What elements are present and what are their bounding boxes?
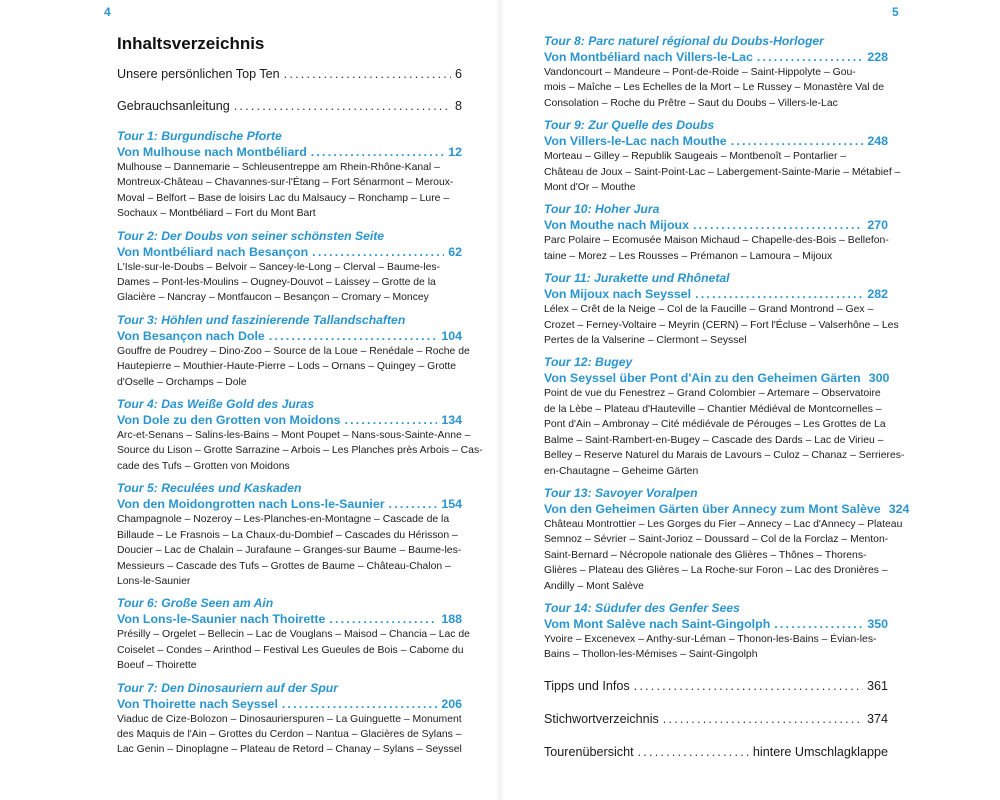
tour-stops-line: Glacière – Nancray – Montfaucon – Besançon – Cromary – Moncey — [117, 292, 429, 304]
dot-leader — [389, 496, 438, 512]
tour-route-label: Von Mulhouse nach Montbéliard — [117, 145, 307, 159]
tour-theme: Savoyer Voralpen — [595, 485, 698, 500]
tour-stops-line: Andilly – Mont Salève — [544, 580, 644, 592]
tour-entry-5[interactable] — [117, 481, 462, 589]
tour-page: 248 — [867, 134, 888, 149]
tour-route-label: Von Mouthe nach Mijoux — [544, 218, 690, 233]
dot-leader — [638, 745, 749, 760]
tour-stops-line: Balme – Saint-Rambert-en-Bugey – Cascade des Dards – Lac de Virieu – — [544, 434, 884, 446]
entry-page: 374 — [866, 711, 888, 726]
tour-stops-line: Mulhouse – Dannemarie – Schleusentreppe am Rhein-Rhône-Kanal – — [117, 162, 440, 173]
tour-route-label: Von Lons-le-Saunier nach Thoirette — [117, 612, 326, 627]
tour-stops-line: Château de Joux – Saint-Point-Lac – Labergement-Sainte-Marie – Métabief – — [544, 166, 901, 178]
tour-stops-line: Lélex – Crêt de la Neige – Col de la Faucille – Grand Montrond – Gex – — [544, 304, 874, 316]
tour-number: Tour 5: — [117, 481, 158, 496]
tour-theme: Bugey — [595, 355, 633, 370]
tour-stops-line: Billaude – Le Frasnois – La Chaux-du-Dombief – Cascades du Hérisson – — [117, 529, 458, 541]
dot-leader — [693, 217, 863, 233]
tour-stops-line: Yvoire – Excenevex – Anthy-sur-Léman – Thonon-les-Bains – Évian-les- — [544, 633, 877, 645]
tour-label — [117, 229, 462, 244]
tour-theme: Zur Quelle des Doubs — [588, 118, 715, 133]
tour-theme: Das Weiße Gold des Juras — [161, 397, 315, 412]
tour-stops-line: Pont d'Ain – Ambronay – Cité médiévale de Pérouges – Les Grottes de La — [544, 419, 886, 431]
entry-label: Unsere persönlichen Top Ten — [117, 67, 280, 81]
toc-entry-tourenuebersicht[interactable] — [544, 745, 888, 760]
tour-label — [117, 481, 462, 496]
toc-entry-top-ten[interactable] — [117, 67, 462, 82]
tour-label — [544, 355, 888, 370]
tour-stops-line: Messieurs – Cascade des Tufs – Grottes de Baume – Château-Chalon – — [117, 560, 451, 572]
entry-label: Gebrauchsanleitung — [117, 99, 230, 113]
tour-stops-line: Vandoncourt – Mandeure – Pont-de-Roide – Saint-Hippolyte – Gou- — [544, 67, 856, 78]
dot-leader — [774, 616, 863, 632]
tour-theme: Große Seen am Ain — [161, 596, 274, 611]
tour-entry-1[interactable] — [117, 129, 462, 222]
tour-route-label: Von Montbéliard nach Villers-le-Lac — [544, 50, 753, 64]
tour-stops-line: des Maquis de l'Ain – Grottes du Cerdon – Nantua – Glacières de Sylans – — [117, 728, 462, 740]
tour-label — [544, 118, 888, 133]
tour-entry-12[interactable] — [544, 355, 905, 478]
tour-number: Tour 11: — [544, 271, 591, 286]
tour-stops-line: Montreux-Château – Chavannes-sur-l'Étang – Fort Sénarmont – Meroux- — [117, 177, 454, 189]
dot-leader — [284, 67, 451, 82]
tour-route-label: Von Villers-le-Lac nach Mouthe — [544, 134, 727, 149]
tour-route — [544, 217, 888, 233]
toc-title: Inhaltsverzeichnis — [117, 34, 265, 53]
tour-number: Tour 14: — [544, 600, 592, 615]
tour-route-label: Von Montbéliard nach Besançon — [117, 244, 309, 259]
tour-route-label: Von Besançon nach Dole — [117, 328, 265, 343]
tour-label — [117, 129, 462, 144]
tour-theme: Der Doubs von seiner schönsten Seite — [161, 228, 385, 243]
tour-stops — [117, 712, 462, 758]
tour-route — [117, 328, 462, 344]
tour-route — [544, 501, 910, 517]
tour-theme: Parc naturel régional du Doubs-Horloger — [588, 34, 824, 48]
toc-entry-gebrauchsanleitung[interactable] — [117, 99, 462, 114]
tour-stops — [117, 344, 470, 390]
tour-route-label: Von Dole zu den Grotten von Moidons — [117, 413, 341, 428]
tour-number: Tour 1: — [117, 129, 158, 143]
tour-entry-9[interactable] — [544, 118, 901, 195]
tour-route — [544, 133, 888, 149]
tour-entry-11[interactable] — [544, 271, 899, 348]
tour-route — [117, 496, 462, 512]
entry-label: Tipps und Infos — [544, 678, 630, 693]
tour-page: 350 — [867, 616, 888, 631]
tour-theme: Burgundische Pforte — [161, 129, 282, 143]
tour-stops-line: Champagnole – Nozeroy – Les-Planches-en-Montagne – Cascade de la — [117, 514, 450, 526]
tour-stops-line: Belley – Reserve Naturel du Marais de Lavours – Culoz – Chanaz – Serrieres- — [544, 450, 905, 462]
tour-entry-10[interactable] — [544, 202, 888, 264]
tour-number: Tour 9: — [544, 118, 585, 133]
tour-stops-line: Morteau – Gilley – Republik Saugeais – Montbenoît – Pontarlier – — [544, 151, 847, 163]
tour-theme: Südufer des Genfer Sees — [595, 600, 740, 615]
tour-stops-line: mois – Maîche – Les Echelles de la Mort – Le Russey – Monastère Val de — [544, 82, 884, 94]
tour-stops-line: Lac Genin – Dinoplagne – Plateau de Retord – Chanay – Sylans – Seyssel — [117, 744, 462, 756]
tour-stops — [544, 149, 901, 195]
tour-stops — [544, 517, 903, 594]
left-column — [117, 34, 483, 765]
tour-stops-line: Boeuf – Thoirette — [117, 660, 197, 672]
tour-stops-line: Dames – Pont-les-Moulins – Ougney-Douvot – Laissey – Grotte de la — [117, 277, 436, 289]
tour-page: 228 — [867, 50, 888, 64]
tour-entry-13[interactable] — [544, 485, 910, 594]
tour-label — [544, 601, 888, 616]
tour-entry-3[interactable] — [117, 312, 470, 390]
entry-page: 361 — [866, 678, 888, 693]
tour-stops — [544, 65, 888, 111]
tour-route — [544, 49, 888, 65]
tour-stops-line: Source du Lison – Grotte Sarrazine – Arbois – Les Planches près Arbois – Cas- — [117, 445, 483, 457]
tour-page: 270 — [867, 218, 888, 233]
tour-route-label: Von Mijoux nach Seyssel — [544, 287, 692, 302]
tour-label — [544, 271, 888, 286]
entry-page: 6 — [454, 67, 462, 81]
dot-leader — [731, 133, 864, 149]
tour-stops-line: Moval – Belfort – Base de loisirs Lac du Malsaucy – Ronchamp – Lure – — [117, 192, 450, 204]
tour-route-label: Von den Moidongrotten nach Lons-le-Saunier — [117, 497, 385, 512]
tour-route — [117, 244, 462, 260]
tour-theme: Höhlen und faszinierende Tallandschaften — [161, 312, 406, 327]
tour-route — [544, 616, 888, 632]
tour-stops-line: Château Montrottier – Les Gorges du Fier – Annecy – Lac d'Annecy – Plateau — [544, 518, 903, 530]
right-page-number: 5 — [892, 5, 899, 19]
tour-route-label: Von Thoirette nach Seyssel — [117, 696, 278, 711]
tour-route — [117, 144, 462, 160]
tour-stops-line: Présilly – Orgelet – Bellecin – Lac de Vouglans – Maisod – Chancia – Lac de — [117, 629, 470, 641]
dot-leader — [282, 696, 437, 712]
tour-stops-line: Coiselet – Condes – Arinthod – Festival Les Gueules de Bois – Caborne du — [117, 644, 464, 656]
tour-route — [117, 412, 462, 428]
tour-label — [544, 202, 888, 217]
tour-route-label: Von Seyssel über Pont d'Ain zu den Geheimen Gärten — [544, 371, 861, 386]
tour-stops-line: Gouffre de Poudrey – Dino-Zoo – Source de la Loue – Renédale – Roche de — [117, 345, 470, 357]
tour-stops — [117, 627, 470, 673]
tour-stops — [544, 233, 888, 264]
tour-stops — [544, 386, 905, 478]
tour-page: 134 — [441, 413, 462, 428]
tour-label — [544, 34, 888, 49]
tour-number: Tour 4: — [117, 397, 158, 412]
tour-page: 12 — [448, 145, 462, 159]
tour-stops-line: Bains – Thollon-les-Mémises – Saint-Gingolph — [544, 649, 758, 661]
toc-entry-tipps-und-infos[interactable] — [544, 679, 888, 694]
tour-label — [117, 681, 462, 696]
tour-label — [117, 596, 462, 611]
tour-stops-line: Sochaux – Montbéliard – Fort du Mont Bart — [117, 208, 316, 220]
tour-label — [117, 397, 462, 412]
tour-entry-8[interactable] — [544, 34, 888, 111]
tour-stops-line: Arc-et-Senans – Salins-les-Bains – Mont Poupet – Nans-sous-Sainte-Anne – — [117, 430, 471, 442]
tour-stops-line: L'Isle-sur-le-Doubs – Belvoir – Sancey-le-Long – Clerval – Baume-les- — [117, 261, 441, 273]
toc-entry-stichwortverzeichnis[interactable] — [544, 712, 888, 727]
right-column — [544, 34, 910, 760]
right-page — [500, 0, 1000, 800]
tour-route-label: Vom Mont Salève nach Saint-Gingolph — [544, 616, 771, 631]
tour-stops — [117, 260, 462, 306]
tour-page: 300 — [868, 371, 890, 386]
tour-stops-line: de la Lèbe – Plateau d'Hauteville – Chantier Médiéval de Montcornelles – — [544, 403, 882, 415]
tour-page: 154 — [441, 497, 462, 512]
tour-number: Tour 13: — [544, 485, 592, 500]
entry-label: Stichwortverzeichnis — [544, 711, 659, 726]
dot-leader — [234, 99, 451, 114]
dot-leader — [312, 244, 444, 260]
tour-stops-line: cade des Tufs – Grotten von Moidons — [117, 460, 290, 472]
tour-stops-line: Consolation – Roche du Prêtre – Saut du Doubs – Villers-le-Lac — [544, 97, 838, 109]
tour-theme: Hoher Jura — [595, 202, 660, 217]
tour-number: Tour 8: — [544, 34, 585, 48]
tour-page: 206 — [441, 696, 462, 711]
tour-page: 62 — [448, 244, 462, 259]
tour-stops-line: Point de vue du Fenestrez – Grand Colombier – Artemare – Observatoire — [544, 388, 881, 400]
entry-page: hintere Umschlagklappe — [752, 744, 888, 759]
tour-number: Tour 6: — [117, 596, 158, 611]
tour-route — [117, 611, 462, 627]
tour-entry-14[interactable] — [544, 601, 888, 663]
tour-stops-line: Crozet – Ferney-Voltaire – Meyrin (CERN) – Fort l'Écluse – Valserhône – Les — [544, 319, 899, 331]
tour-stops-line: taine – Morez – Les Rousses – Prémanon – Lamoura – Mijoux — [544, 250, 833, 262]
tour-stops-line: Doucier – Lac de Chalain – Jurafaune – Granges-sur Baume – Baume-les- — [117, 545, 462, 557]
tour-page: 188 — [441, 612, 462, 627]
tour-stops-line: Pertes de la Valserine – Clermont – Seyssel — [544, 335, 747, 347]
dot-leader — [663, 712, 863, 727]
tour-stops-line: d'Oselle – Orchamps – Dole — [117, 376, 247, 388]
dot-leader — [634, 679, 863, 694]
tour-stops-line: Semnoz – Sévrier – Saint-Jorioz – Doussard – Col de la Forclaz – Menton- — [544, 534, 889, 546]
dot-leader — [311, 144, 444, 160]
tour-stops — [117, 428, 483, 474]
tour-stops-line: Mont d'Or – Mouthe — [544, 182, 636, 194]
tour-entry-4[interactable] — [117, 397, 483, 474]
tour-stops-line: Parc Polaire – Ecomusée Maison Michaud – Chapelle-des-Bois – Bellefon- — [544, 235, 889, 247]
tour-route — [544, 286, 888, 302]
left-page-number: 4 — [104, 5, 111, 19]
tour-number: Tour 12: — [544, 355, 592, 370]
tour-entry-6[interactable] — [117, 596, 470, 673]
dot-leader — [344, 412, 437, 428]
tour-stops-line: Saint-Bernard – Nécropole nationale des Glières – Thônes – Thorens- — [544, 549, 867, 561]
entry-page: 8 — [454, 99, 462, 113]
tour-page: 282 — [867, 287, 888, 302]
tour-label — [117, 313, 462, 328]
entry-label: Tourenübersicht — [544, 744, 634, 759]
tour-stops — [544, 302, 899, 348]
tour-number: Tour 2: — [117, 228, 158, 243]
tour-stops — [117, 512, 462, 589]
tour-stops-line: Viaduc de Cize-Bolozon – Dinosaurierspuren – La Guinguette – Monument — [117, 713, 462, 725]
dot-leader — [329, 611, 437, 627]
tour-page: 324 — [888, 501, 910, 516]
tour-theme: Jurakette und Rhônetal — [594, 271, 730, 286]
tour-number: Tour 7: — [117, 680, 158, 695]
tour-stops-line: en-Chautagne – Geheime Gärten — [544, 465, 699, 477]
tour-stops — [544, 632, 888, 663]
dot-leader — [757, 49, 863, 65]
dot-leader — [269, 328, 438, 344]
tour-theme: Reculées und Kaskaden — [161, 481, 302, 496]
tour-stops-line: Glières – Plateau des Glières – La Roche-sur Foron – Lac des Dronières – — [544, 565, 888, 577]
tour-theme: Den Dinosauriern auf der Spur — [161, 680, 338, 695]
tour-stops-line: Hautepierre – Mouthier-Haute-Pierre – Lods – Ornans – Quingey – Grotte — [117, 361, 457, 373]
tour-entry-2[interactable] — [117, 229, 462, 306]
tour-route-label: Von den Geheimen Gärten über Annecy zum Mont Salève — [544, 501, 881, 516]
tour-entry-7[interactable] — [117, 681, 462, 758]
tour-stops — [117, 160, 462, 222]
tour-number: Tour 10: — [544, 202, 592, 217]
tour-number: Tour 3: — [117, 312, 158, 327]
tour-route — [117, 696, 462, 712]
tour-stops-line: Lons-le-Saunier — [117, 575, 191, 587]
tour-page: 104 — [441, 328, 462, 343]
tour-label — [544, 486, 888, 501]
dot-leader — [695, 286, 863, 302]
tour-route — [544, 370, 888, 386]
